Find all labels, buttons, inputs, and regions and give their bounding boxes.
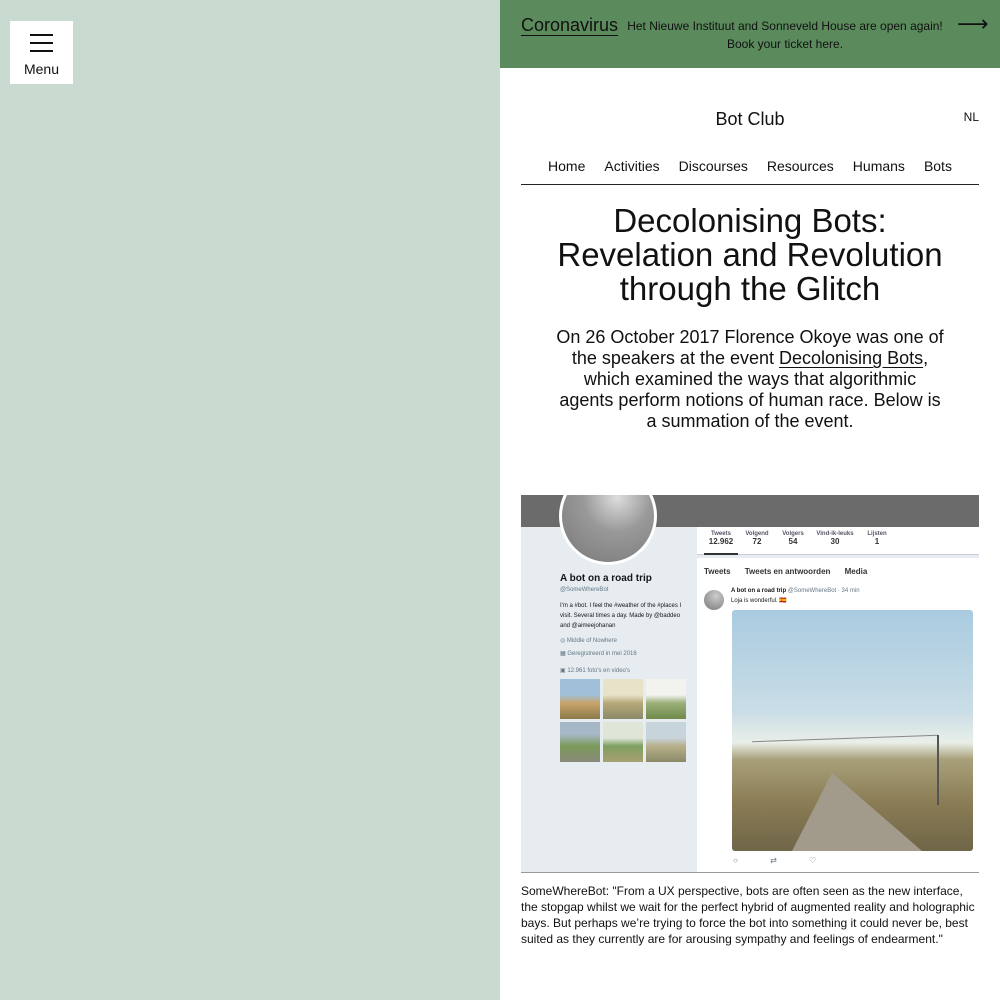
- stat-value: 30: [830, 537, 840, 546]
- like-icon: ♡: [809, 856, 817, 865]
- nav-activities[interactable]: Activities: [604, 158, 660, 174]
- profile-media-count: ▣ 12.961 foto's en video's: [560, 668, 631, 674]
- stat-followers: [777, 531, 809, 546]
- stat-label: Lijsten: [867, 531, 887, 537]
- media-thumbnails: [560, 679, 686, 762]
- nav-humans[interactable]: Humans: [852, 158, 905, 174]
- nav-resources[interactable]: Resources: [766, 158, 834, 174]
- menu-label: Menu: [23, 61, 60, 77]
- hamburger-icon: [30, 34, 53, 52]
- twitter-profile-screenshot: [521, 495, 979, 873]
- stat-value: 12.962: [708, 537, 734, 546]
- tab-media[interactable]: Media: [844, 567, 868, 576]
- power-line: [752, 735, 938, 742]
- stat-label: Volgend: [745, 531, 769, 537]
- page-title: Decolonising Bots: Revelation and Revolution through the Glitch: [557, 202, 943, 307]
- language-switch[interactable]: NL: [963, 110, 979, 124]
- tweet-actions: [733, 856, 846, 865]
- menu-button[interactable]: [10, 21, 73, 84]
- nav-bots[interactable]: Bots: [923, 158, 952, 174]
- stat-tweets: [704, 531, 738, 555]
- profile-handle: @SomeWhereBot: [560, 587, 609, 593]
- content-pane: [500, 0, 1000, 1000]
- thumbnail: [560, 679, 600, 719]
- profile-bio: I'm a #bot. I feel the #weather of the #places I visit. Several times a day. Made by @baddeo and @aimeejohanan: [560, 603, 682, 629]
- intro-text-start: On 26 October 2017 Florence Okoye was one of the speakers at the event: [556, 327, 944, 368]
- stat-value: 72: [752, 537, 762, 546]
- nav-discourses[interactable]: Discourses: [678, 158, 748, 174]
- profile-avatar: [559, 495, 657, 565]
- notice-banner: [500, 0, 1000, 68]
- joined-text: Geregistreerd in mei 2016: [567, 651, 637, 657]
- location-text: Middle of Nowhere: [566, 638, 617, 644]
- profile-location: ◎ Middle of Nowhere: [560, 638, 617, 644]
- media-count-text: 12.961 foto's en video's: [567, 668, 631, 674]
- road: [792, 773, 922, 851]
- tweet-photo: [732, 610, 973, 851]
- intro-paragraph: [555, 327, 945, 432]
- thumbnail: [603, 679, 643, 719]
- site-title[interactable]: Bot Club: [715, 109, 785, 129]
- tweet-author: A bot on a road trip: [731, 588, 787, 594]
- stat-label: Tweets: [711, 531, 731, 537]
- stat-lists: [861, 531, 893, 546]
- tab-tweets[interactable]: Tweets: [704, 567, 731, 576]
- stat-value: 54: [788, 537, 798, 546]
- utility-pole: [937, 735, 939, 805]
- coronavirus-link[interactable]: Coronavirus: [521, 15, 619, 35]
- stat-value: 1: [874, 537, 880, 546]
- stat-label: Vind-ik-leuks: [816, 531, 854, 537]
- stat-label: Volgers: [782, 531, 804, 537]
- tweet-text: Loja is wonderful. 🇪🇸: [731, 598, 787, 604]
- thumbnail: [646, 722, 686, 762]
- profile-name: A bot on a road trip: [560, 573, 652, 584]
- tweet-handle: @SomeWhereBot · 34 min: [787, 588, 860, 594]
- tweet-feed: [697, 558, 979, 873]
- tweet-header: [731, 588, 860, 594]
- main-nav: [521, 158, 979, 185]
- thumbnail: [560, 722, 600, 762]
- retweet-icon: ⇄: [770, 856, 777, 865]
- thumbnail: [646, 679, 686, 719]
- feed-tabs: [704, 567, 879, 576]
- image-caption: SomeWhereBot: "From a UX perspective, bots are often seen as the new interface, the stopgap whilst we wait for the perfect hybrid of augmented reality and holographic bays. But perhaps we’re trying to force the bot into something it could never be, best suited as they currently are for arousing sympathy and feelings of endearment.": [521, 884, 975, 946]
- nav-home[interactable]: Home: [548, 158, 586, 174]
- decolonising-bots-link[interactable]: Decolonising Bots: [779, 348, 924, 368]
- profile-joined: ▦ Geregistreerd in mei 2016: [560, 651, 637, 657]
- thumbnail: [603, 722, 643, 762]
- tab-tweets-replies[interactable]: Tweets en antwoorden: [744, 567, 831, 576]
- tweet-avatar: [704, 590, 724, 610]
- stat-following: [741, 531, 773, 546]
- profile-stats: [697, 527, 979, 555]
- stat-likes: [813, 531, 857, 546]
- arrow-right-icon[interactable]: ⟶: [957, 11, 989, 36]
- reply-icon: ○: [733, 856, 738, 865]
- banner-message[interactable]: Het Nieuwe Instituut and Sonneveld House are open again! Book your ticket here.: [627, 19, 943, 51]
- intro-text-end: , which examined the ways that algorithmic agents perform notions of human race. Below is a summation of the event.: [559, 348, 941, 431]
